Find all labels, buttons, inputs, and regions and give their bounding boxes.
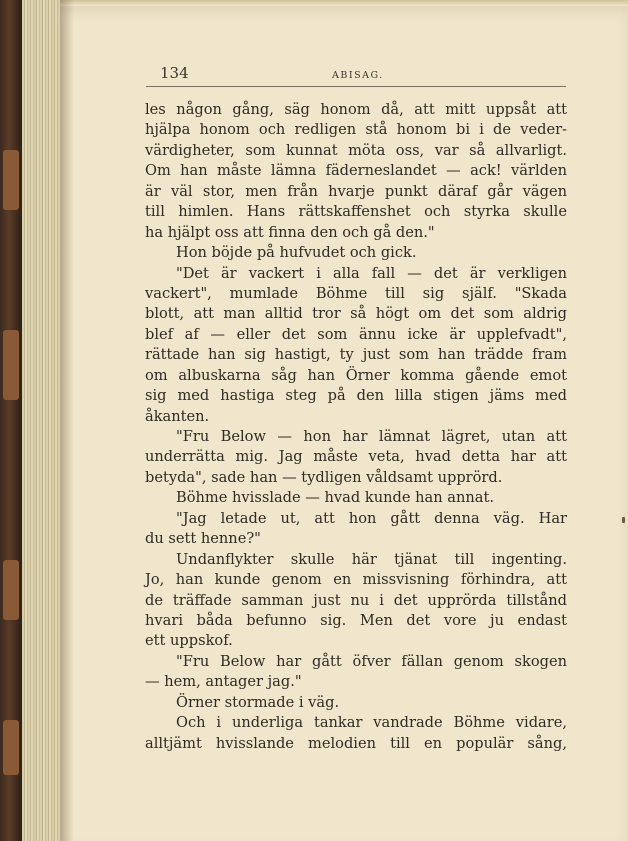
running-head <box>146 62 566 87</box>
text-line: Böhme hvisslade — hvad kunde han annat. <box>176 489 494 507</box>
cover-decoration <box>3 150 19 210</box>
text-line: sig med hastiga steg på den lilla stigen jäms med <box>145 387 567 405</box>
gutter-shadow <box>60 0 74 841</box>
running-title: ABISAG. <box>332 70 384 81</box>
text-line: ett uppskof. <box>145 632 233 650</box>
text-line: betyda", sade han — tydligen våldsamt upprörd. <box>145 468 503 486</box>
text-line: värdigheter, som kunnat möta oss, var så allvarligt. <box>145 141 567 159</box>
body-text <box>145 100 567 754</box>
text-line: hvari båda befunno sig. Men det vore ju endast <box>145 611 567 629</box>
cover-decoration <box>3 560 19 620</box>
text-line: — hem, antager jag." <box>145 673 302 691</box>
text-line: rättade han sig hastigt, ty just som han trädde fram <box>145 346 567 364</box>
book-cover-edge <box>0 0 22 841</box>
page-number: 134 <box>160 64 189 82</box>
text-line: "Fru Below — hon har lämnat lägret, utan att <box>176 428 567 445</box>
text-line: "Fru Below har gått öfver fällan genom skogen <box>176 652 567 670</box>
page-edges <box>22 0 64 841</box>
text-line: blef af — eller det som ännu icke är upplefvadt", <box>145 325 567 343</box>
text-line: Hon böjde på hufvudet och gick. <box>176 244 417 262</box>
text-line: blott, att man alltid tror så högt om det som aldrig <box>145 305 567 323</box>
text-line: Om han måste lämna fäderneslandet — ack! världen <box>145 162 567 180</box>
text-line: vackert", mumlade Böhme till sig själf. "Skada <box>145 284 567 302</box>
text-line: alltjämt hvisslande melodien till en populär sång, <box>145 734 567 752</box>
cover-decoration <box>3 330 19 400</box>
text-line: Örner stormade i väg. <box>176 693 340 711</box>
cover-decoration <box>3 720 19 775</box>
text-line: Jo, han kunde genom en missvisning förhindra, att <box>145 571 567 589</box>
text-line: till himlen. Hans rättskaffenshet och styrka skulle <box>145 203 567 221</box>
text-line: de träffade samman just nu i det upprörda tillstånd <box>145 591 567 609</box>
text-line: underrätta mig. Jag måste veta, hvad detta har att <box>145 448 567 466</box>
text-line: Och i underliga tankar vandrade Böhme vidare, <box>176 714 567 732</box>
text-line: ha hjälpt oss att finna den och gå den." <box>145 223 435 241</box>
text-line: "Det är vackert i alla fall — det är verkligen <box>176 264 567 282</box>
text-line: du sett henne?" <box>145 530 261 548</box>
text-line: om albuskarna såg han Örner komma gående emot <box>145 366 567 384</box>
text-line: är väl stor, men från hvarje punkt däraf går vägen <box>145 182 567 200</box>
text-line: "Jag letade ut, att hon gått denna väg. Har <box>176 509 567 527</box>
text-line: åkanten. <box>145 407 210 425</box>
page-top-edge <box>60 0 628 6</box>
text-line: hjälpa honom och redligen stå honom bi i de veder- <box>145 121 567 139</box>
text-line: Undanflykter skulle här tjänat till ingenting. <box>176 550 567 568</box>
text-line: les någon gång, säg honom då, att mitt uppsåt att <box>145 101 567 118</box>
paper-speck <box>622 517 625 523</box>
